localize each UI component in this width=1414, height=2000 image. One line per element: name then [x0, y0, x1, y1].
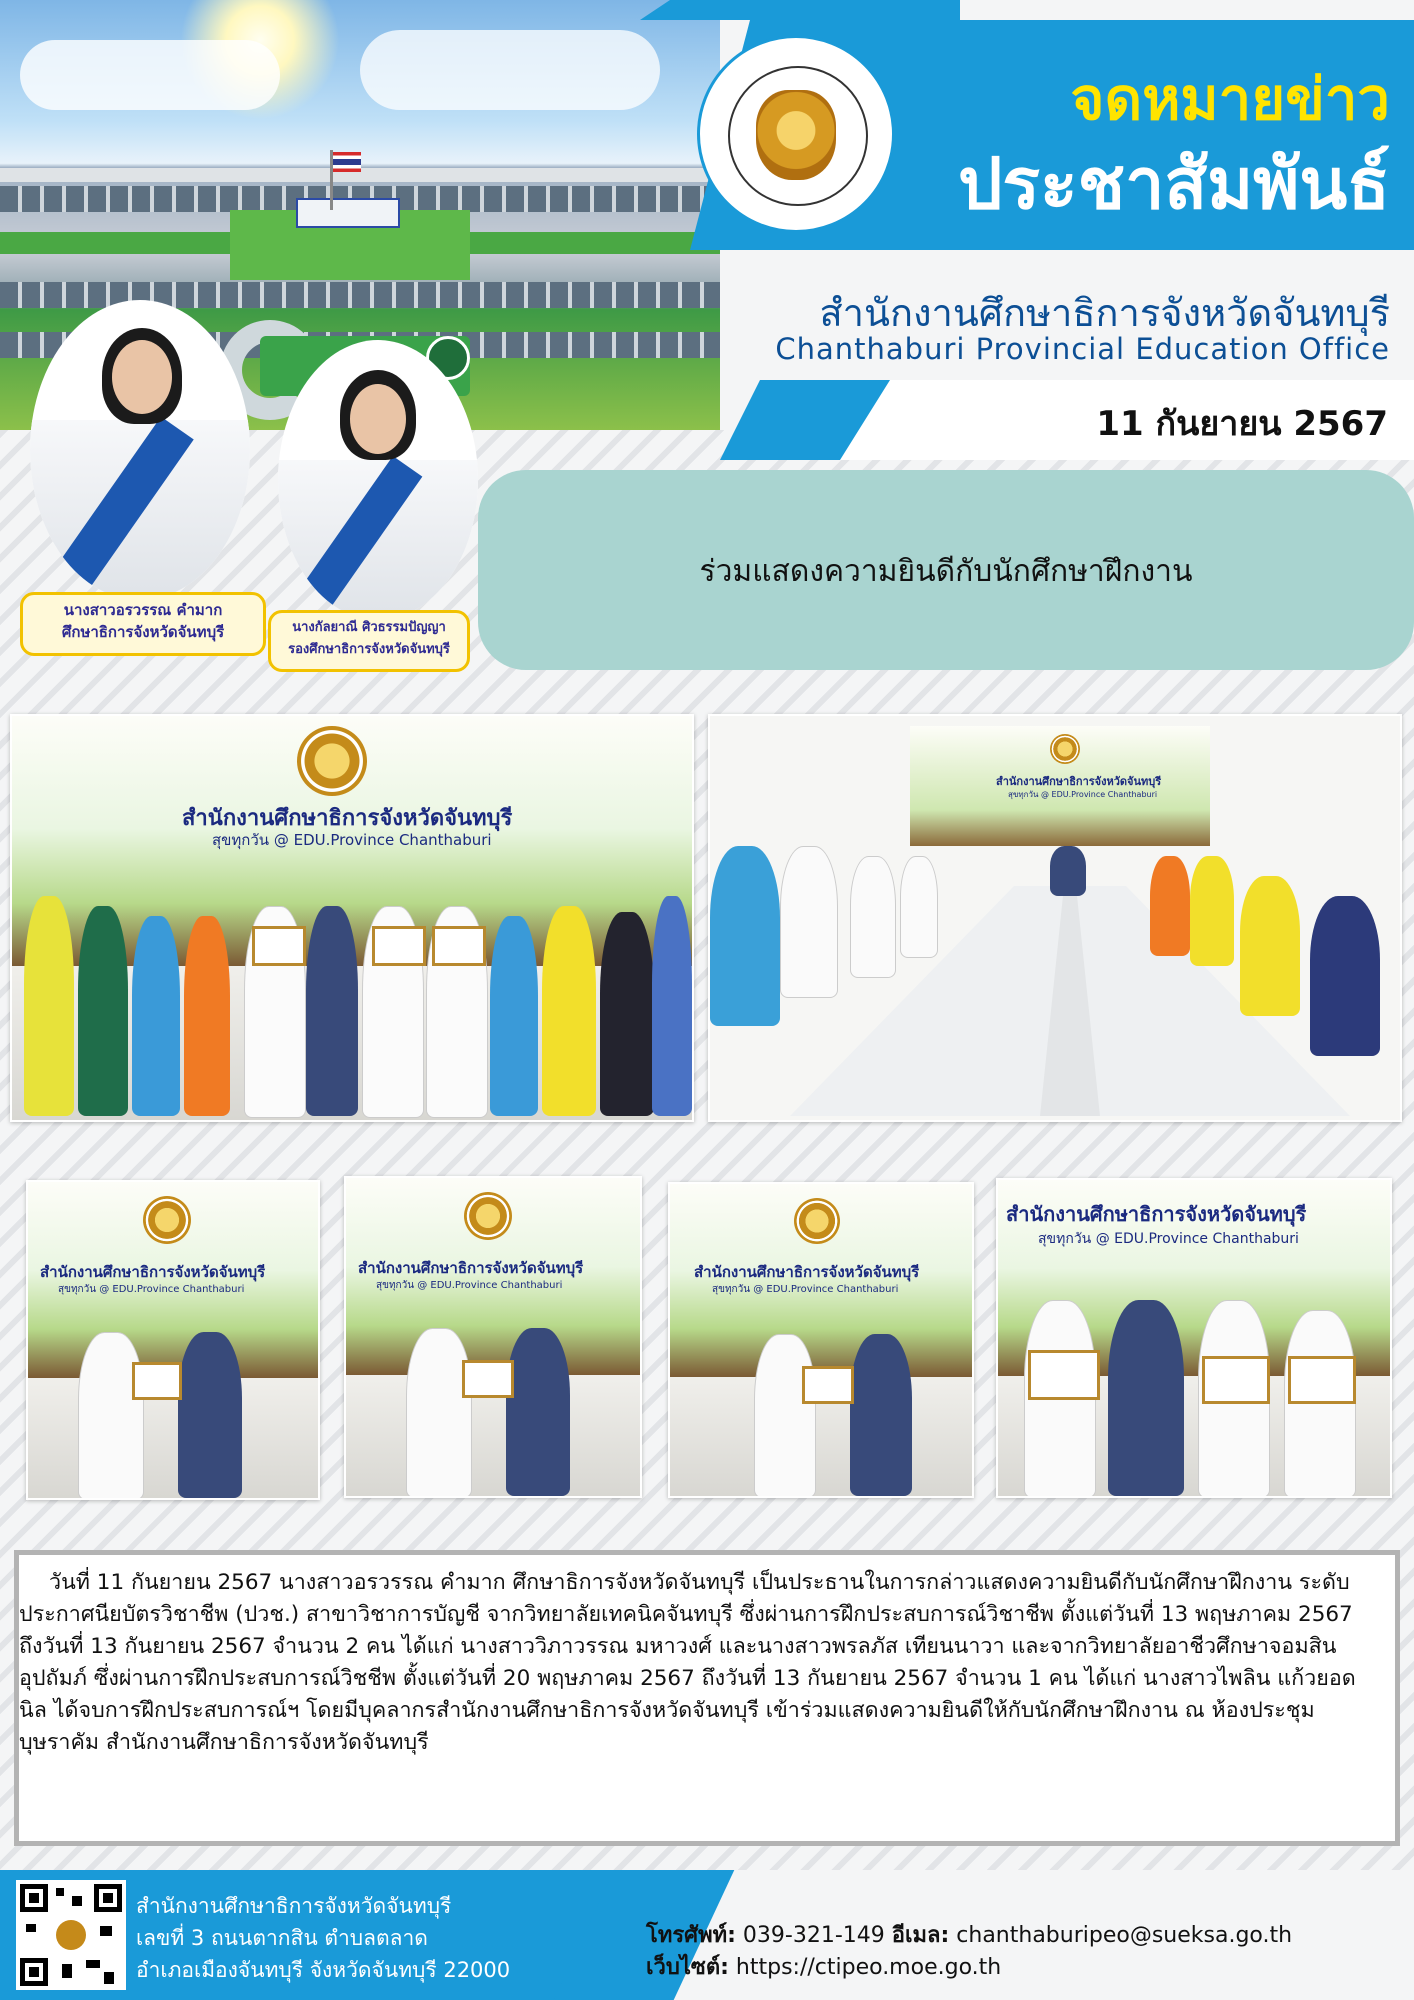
headline-text: ร่วมแสดงความยินดีกับนักศึกษาฝึกงาน [699, 554, 1193, 589]
executive-position-1: ศึกษาธิการจังหวัดจันทบุรี [61, 623, 225, 641]
executive-namecard-1 [20, 592, 266, 656]
newsletter-subtitle: ประชาสัมพันธ์ [957, 143, 1390, 225]
office-name-english: Chanthaburi Provincial Education Office [775, 332, 1390, 366]
date-bar [720, 380, 1414, 460]
executive-portrait-2 [278, 340, 478, 620]
qr-code-icon [16, 1880, 126, 1990]
face [112, 340, 172, 414]
photo-certificate-2 [344, 1176, 642, 1498]
executive-position-2: รองศึกษาธิการจังหวัดจันทบุรี [288, 642, 450, 657]
face [350, 384, 406, 454]
photo-meeting-room [708, 714, 1402, 1122]
person [754, 1334, 816, 1498]
seal-icon [297, 726, 367, 796]
seal-icon [143, 1196, 191, 1244]
person [600, 912, 654, 1116]
person [1240, 876, 1300, 1016]
photo-backdrop-subtitle: สุขทุกวัน @ EDU.Province Chanthaburi [376, 1280, 563, 1291]
photo-group-students [996, 1178, 1392, 1498]
qr-module [104, 1972, 114, 1984]
website-label: เว็บไซต์: [646, 1955, 729, 1980]
photo-backdrop-subtitle: สุขทุกวัน @ EDU.Province Chanthaburi [1038, 1231, 1299, 1247]
person [1284, 1310, 1356, 1498]
contact-line-1 [646, 1920, 1386, 1952]
qr-module [100, 1926, 112, 1936]
photo-backdrop-title: สำนักงานศึกษาธิการจังหวัดจันทบุรี [996, 775, 1162, 788]
certificate [252, 926, 306, 966]
seal-icon [464, 1192, 512, 1240]
certificate [802, 1366, 854, 1404]
footer-address-line-3: อำเภอเมืองจันทบุรี จังหวัดจันทบุรี 22000 [136, 1958, 511, 1982]
photo-backdrop-subtitle: สุขทุกวัน @ EDU.Province Chanthaburi [212, 831, 492, 849]
person [1310, 896, 1380, 1056]
footer-contact [646, 1920, 1386, 1984]
headline-box [478, 470, 1414, 670]
person [1108, 1300, 1184, 1496]
seal-icon [1050, 734, 1080, 764]
website-link[interactable]: https://ctipeo.moe.go.th [735, 1955, 1002, 1980]
photo-certificate-1 [26, 1180, 320, 1500]
photo-backdrop-title: สำนักงานศึกษาธิการจังหวัดจันทบุรี [40, 1263, 266, 1281]
office-sign [296, 198, 400, 228]
photo-backdrop-subtitle: สุขทุกวัน @ EDU.Province Chanthaburi [1008, 790, 1158, 799]
certificate [1288, 1356, 1356, 1404]
photo-backdrop-title: สำนักงานศึกษาธิการจังหวัดจันทบุรี [358, 1259, 584, 1277]
certificate [462, 1360, 514, 1398]
photo-certificate-3 [668, 1182, 974, 1498]
person [652, 896, 692, 1116]
person [306, 906, 358, 1116]
qr-module [72, 1896, 82, 1906]
qr-module [26, 1924, 36, 1932]
person [542, 906, 596, 1116]
certificate [1202, 1356, 1270, 1404]
cloud [20, 40, 280, 110]
qr-finder [20, 1958, 48, 1986]
photo-backdrop-subtitle: สุขทุกวัน @ EDU.Province Chanthaburi [58, 1284, 245, 1295]
person [132, 916, 180, 1116]
ministry-emblem-icon [756, 90, 836, 180]
executive-portrait-1 [30, 300, 250, 600]
executive-namecard-2 [268, 610, 470, 672]
office-logo [700, 38, 892, 230]
person [1190, 856, 1234, 966]
window-row [0, 282, 720, 308]
qr-finder [20, 1884, 48, 1912]
certificate [372, 926, 426, 966]
person [178, 1332, 242, 1498]
footer-address-line-1: สำนักงานศึกษาธิการจังหวัดจันทบุรี [136, 1894, 452, 1918]
photo-backdrop-subtitle: สุขทุกวัน @ EDU.Province Chanthaburi [712, 1284, 899, 1295]
qr-finder [94, 1884, 122, 1912]
photo-group-certificates [10, 714, 694, 1122]
issue-date: 11 กันยายน 2567 [1096, 404, 1388, 444]
seal-icon [794, 1198, 840, 1244]
executive-name-1: นางสาวอรวรรณ คำมาก [63, 601, 223, 619]
person [900, 856, 938, 958]
office-name-thai: สำนักงานศึกษาธิการจังหวัดจันทบุรี [819, 291, 1390, 335]
footer-address-line-2: เลขที่ 3 ถนนตากสิน ตำบลตลาด [136, 1926, 428, 1950]
person [1150, 856, 1190, 956]
person [78, 906, 128, 1116]
person [24, 896, 74, 1116]
qr-module [86, 1960, 100, 1968]
person [780, 846, 838, 998]
qr-module [62, 1964, 72, 1978]
email-label: อีเมล: [891, 1923, 950, 1948]
certificate [432, 926, 486, 966]
person [490, 916, 538, 1116]
header-blue-stripe [640, 0, 960, 20]
thai-flag [333, 152, 361, 172]
person [506, 1328, 570, 1496]
person [406, 1328, 472, 1498]
qr-module [56, 1920, 86, 1950]
photo-backdrop-title: สำนักงานศึกษาธิการจังหวัดจันทบุรี [182, 806, 513, 831]
person [850, 856, 896, 978]
article-box [14, 1550, 1400, 1846]
photo-backdrop-title: สำนักงานศึกษาธิการจังหวัดจันทบุรี [694, 1263, 920, 1281]
newsletter-title: จดหมายข่าว [1070, 65, 1390, 133]
photo-backdrop-title: สำนักงานศึกษาธิการจังหวัดจันทบุรี [1006, 1202, 1307, 1226]
cloud [360, 30, 660, 110]
person [1050, 846, 1086, 896]
person [850, 1334, 912, 1496]
certificate [1028, 1350, 1100, 1400]
phone-label: โทรศัพท์: [646, 1923, 736, 1948]
contact-line-2 [646, 1952, 1386, 1984]
person [710, 846, 780, 1026]
phone-number[interactable]: 039-321-149 [742, 1923, 885, 1948]
qr-module [56, 1888, 64, 1896]
executive-name-2: นางกัลยาณี ศิวธรรมปัญญา [292, 620, 446, 635]
person [78, 1332, 144, 1500]
email-link[interactable]: chanthaburipeo@sueksa.go.th [956, 1923, 1293, 1948]
certificate [132, 1362, 182, 1400]
person [184, 916, 230, 1116]
article-text: วันที่ 11 กันยายน 2567 นางสาวอรวรรณ คำมาก ศึกษาธิการจังหวัดจันทบุรี เป็นประธานในการกล่าวแสดงความยินดีกับนักศึกษาฝึกงาน ระดับประกาศนียบัตรวิชาชีพ (ปวช.) สาขาวิชาการบัญชี จากวิทยาลัยเทคนิคจันทบุรี ซึ่งผ่านการฝึกประสบการณ์วิชาชีพ ตั้งแต่วันที่ 13 พฤษภาคม 2567 ถึงวันที่ 13 กันยายน 2567 จำนวน 2 คน ได้แก่ นางสาววิภาวรรณ มหาวงศ์ และนางสาวพรลภัส เทียนนาวา และจากวิทยาลัยอาชีวศึกษาจอมสินอุปถัมภ์ ซึ่งผ่านการฝึกประสบการณ์วิชชีพ ตั้งแต่วันที่ 20 พฤษภาคม 2567 ถึงวันที่ 13 กันยายน 2567 จำนวน 1 คน ได้แก่ นางสาวไพลิน แก้วยอดนิล ได้จบการฝึกประสบการณ์ฯ โดยมีบุคลากรสำนักงานศึกษาธิการจังหวัดจันทบุรี เข้าร่วมแสดงความยินดีให้กับนักศึกษาฝึกงาน ณ ห้องประชุมบุษราคัม สำนักงานศึกษาธิการจังหวัดจันทบุรี [19, 1570, 1356, 1755]
